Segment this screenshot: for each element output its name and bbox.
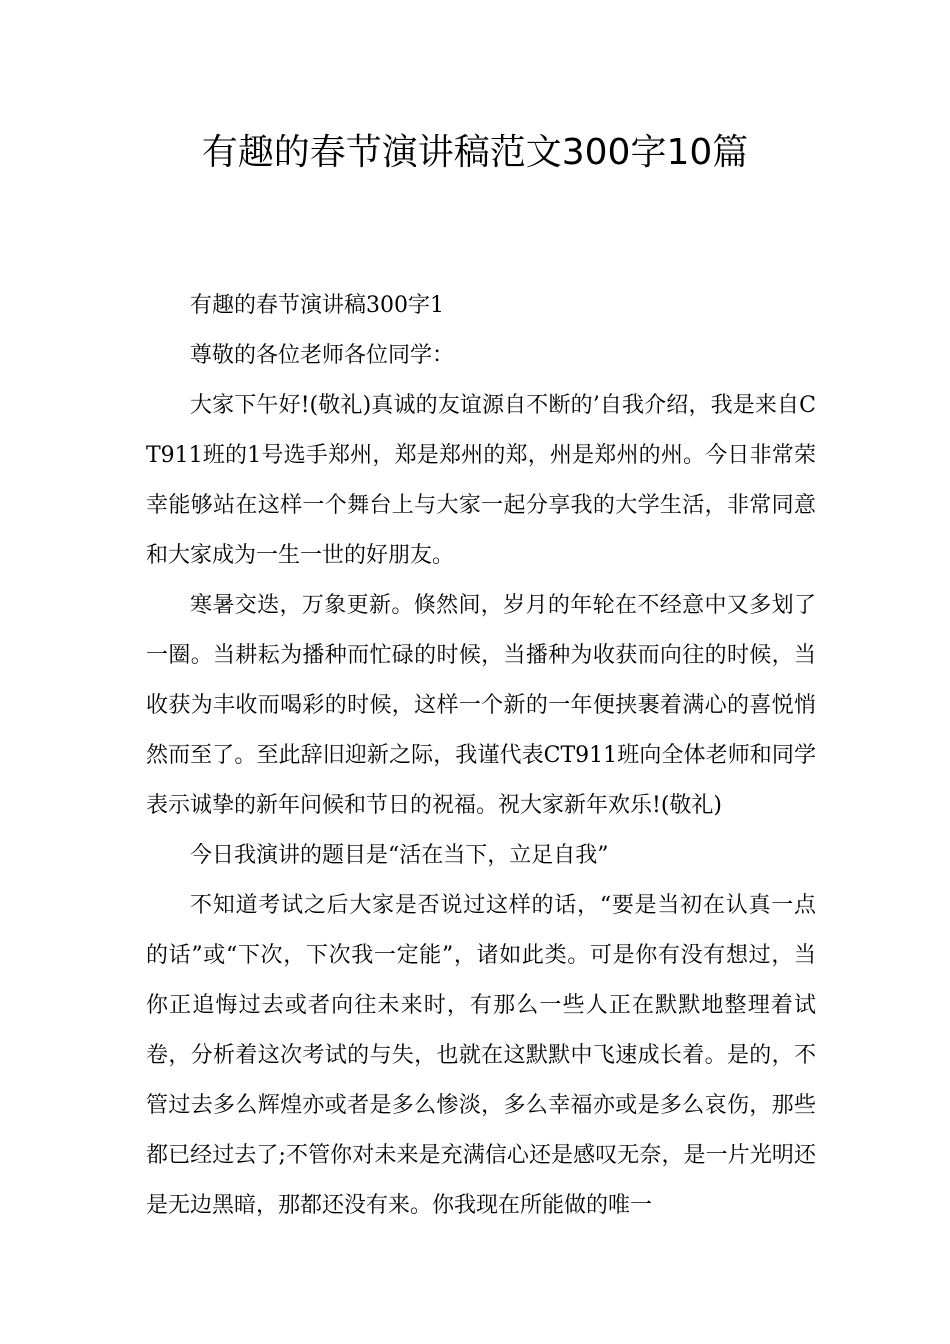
paragraph-salutation: 尊敬的各位老师各位同学： xyxy=(190,343,455,368)
paragraph: 寒暑交迭，万象更新。倏然间，岁月的年轮在不经意中又多划了一圈。当耕耘为播种而忙碌的时候，当播种为收获而向往的时候，当收获为丰收而喝彩的时候，这样一个新的一年便挟裹着满心的喜悦悄然而至了。至此辞旧迎新之际，我谨代表CT911班向全体老师和同学表示诚挚的新年问候和节日的祝福。祝大家新年欢乐!(敬礼) xyxy=(146,593,816,818)
document-title: 有趣的春节演讲稿范文300字10篇 xyxy=(201,132,749,173)
paragraph: 大家下午好!(敬礼)真诚的友谊源自不断的’自我介绍，我是来自CT911班的1号选手郑州，郑是郑州的郑，州是郑州的州。今日非常荣幸能够站在这样一个舞台上与大家一起分享我的大学生活，非常同意和大家成为一生一世的好朋友。 xyxy=(146,393,816,568)
paragraph-heading: 有趣的春节演讲稿300字1 xyxy=(190,293,444,318)
paragraph: 今日我演讲的题目是“活在当下，立足自我” xyxy=(190,843,609,868)
paragraph: 不知道考试之后大家是否说过这样的话，“要是当初在认真一点的话”或“下次，下次我一定能”，诸如此类。可是你有没有想过，当你正追悔过去或者向往未来时，有那么一些人正在默默地整理着试卷，分析着这次考试的与失，也就在这默默中飞速成长着。是的，不管过去多么辉煌亦或者是多么惨淡，多么幸福亦或是多么哀伤，那些都已经过去了;不管你对未来是充满信心还是感叹无奈，是一片光明还是无边黑暗，那都还没有来。你我现在所能做的唯一 xyxy=(146,893,816,1218)
document-body xyxy=(146,281,816,1231)
